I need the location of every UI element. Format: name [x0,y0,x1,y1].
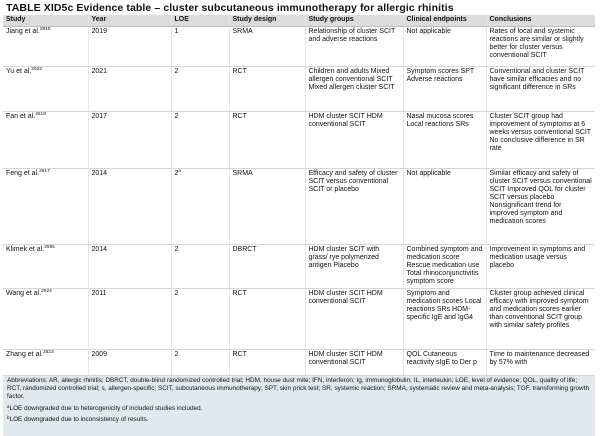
reference-number: 2617 [39,169,50,174]
endpoints-cell: QOL Cutaneous reactivity sIgE to Der p [403,350,486,376]
endpoints-cell: Not applicable [403,27,486,67]
study-cell [3,289,88,350]
table-row [3,169,595,245]
design-cell: RCT [229,289,305,350]
loe-value: 2 [174,246,179,253]
conclusions-cell: Time to maintenance decreased by 57% with [486,350,595,376]
design-cell: RCT [229,67,305,112]
loe-cell [171,112,229,169]
reference-number: 2623 [42,350,54,355]
table-row [3,27,595,67]
conclusions-cell: Similar efficacy and safety of cluster SCIT versus conventional SCIT Improved QOL for cluster SCIT versus placebo Nonsignificant trend for improved symptom and medication scores [486,169,595,245]
endpoints-cell: Combined symptom and medication score Rescue medication use Total rhinoconjunctivitis symptom score [403,245,486,289]
footnote-a-marker: a [7,404,10,409]
year-cell: 2014 [88,245,171,289]
design-cell: SRMA [229,27,305,67]
design-cell: RCT [229,350,305,376]
study-cell [3,67,88,112]
loe-cell [171,67,229,112]
footnote-a-text: LOE downgraded due to heterogenicity of included studies included. [9,405,203,412]
loe-value: 2 [174,351,179,358]
table-footer [3,376,595,436]
table-row [3,350,595,376]
col-header-study-design: Study design [229,15,305,27]
table-row [3,67,595,112]
loe-cell [171,245,229,289]
loe-value: 2 [174,113,179,120]
year-cell: 2019 [88,27,171,67]
study-name: Klimek et al. [6,246,45,253]
col-header-conclusions: Conclusions [486,15,595,27]
loe-note: a [178,169,182,174]
col-header-study: Study [3,15,88,27]
design-cell: RCT [229,112,305,169]
study-name: Feng et al. [6,170,40,177]
loe-value: 2 [174,68,179,75]
table-row [3,289,595,350]
groups-cell: HDM cluster SCIT HDM conventional SCIT [305,289,403,350]
table-title: TABLE XID5c Evidence table – cluster subcutaneous immunotherapy for allergic rhinitis [6,2,454,14]
reference-number: 2818 [39,27,51,32]
footnote-b [7,416,591,424]
conclusions-cell: Cluster group achieved clinical efficacy with improved symptom and medication scores earlier than conventional SCIT group with similar safety profiles [486,289,595,350]
reference-number: 2555 [44,245,55,250]
evidence-table [3,15,595,376]
groups-cell: HDM cluster SCIT HDM conventional SCIT [305,112,403,169]
footnote-b-text: LOE downgraded due to inconsistency of results. [9,416,149,423]
conclusions-cell: Conventional and cluster SCIT have similar efficacies and no significant difference in SRs [486,67,595,112]
study-name: Wang et al. [6,290,42,297]
loe-value: 2 [174,290,179,297]
header-row [3,15,595,27]
loe-cell [171,27,229,67]
loe-cell [171,169,229,245]
table-row [3,112,595,169]
loe-value: 2 [174,170,179,177]
footnote-a [7,405,591,413]
year-cell: 2021 [88,67,171,112]
study-cell [3,245,88,289]
groups-cell: HDM cluster SCIT HDM conventional SCIT [305,350,403,376]
endpoints-cell: Not applicable [403,169,486,245]
study-name: Yu et al. [6,68,32,75]
loe-cell [171,350,229,376]
reference-number: 2619 [35,112,46,117]
study-name: Fan et al. [6,113,36,120]
study-cell [3,27,88,67]
conclusions-cell: Cluster SCIT group had improvement of symptoms at 6 weeks versus conventional SCIT No conclusive difference in SR rate [486,112,595,169]
col-header-clinical-endpoints: Clinical endpoints [403,15,486,27]
year-cell: 2017 [88,112,171,169]
conclusions-cell: Rates of local and systemic reactions are similar or slightly better for cluster versus conventional SCIT [486,27,595,67]
study-cell [3,169,88,245]
col-header-loe: LOE [171,15,229,27]
groups-cell: HDM cluster SCIT with grass/ rye polymerized antigen Placebo [305,245,403,289]
table-row [3,245,595,289]
year-cell: 2014 [88,169,171,245]
loe-value: 1 [174,28,179,35]
groups-cell: Relationship of cluster SCIT and adverse reactions [305,27,403,67]
groups-cell: Children and adults Mixed allergen conventional SCIT Mixed allergen cluster SCIT [305,67,403,112]
endpoints-cell: Nasal mucosa scores Local reactions SRs [403,112,486,169]
endpoints-cell: Symptom scores SPT Adverse reactions [403,67,486,112]
year-cell: 2009 [88,350,171,376]
design-cell: SRMA [229,169,305,245]
study-name: Jiang et al. [6,28,40,35]
loe-cell [171,289,229,350]
col-header-year: Year [88,15,171,27]
design-cell: DBRCT [229,245,305,289]
reference-number: 2624 [41,289,52,294]
year-cell: 2011 [88,289,171,350]
endpoints-cell: Symptom and medication scores Local reactions SRs HDM-specific IgE and IgG4 [403,289,486,350]
study-cell [3,350,88,376]
footnote-b-marker: b [7,415,10,420]
reference-number: 2622 [31,67,42,72]
study-cell [3,112,88,169]
col-header-study-groups: Study groups [305,15,403,27]
conclusions-cell: Improvement in symptoms and medication usage versus placebo [486,245,595,289]
groups-cell: Efficacy and safety of cluster SCIT versus conventional SCIT or placebo [305,169,403,245]
abbreviations-note: Abbreviations: AR, allergic rhinitis; DBRCT, double-blind randomized controlled trial; HDM, house dust mite; IFN, interferon; Ig, immunoglobulin; IL, interleukin; LOE, level of evidence; QOL, quality of life; RCT, randomized controlled trial; s, allergen-specific; SCIT, subcutaneous immunotherapy; SPT, skin prick test; SR, systemic reaction; SRMA, systematic review and meta-analysis; TGF, transforming growth factor. [7,377,589,400]
study-name: Zhang et al. [6,351,43,358]
